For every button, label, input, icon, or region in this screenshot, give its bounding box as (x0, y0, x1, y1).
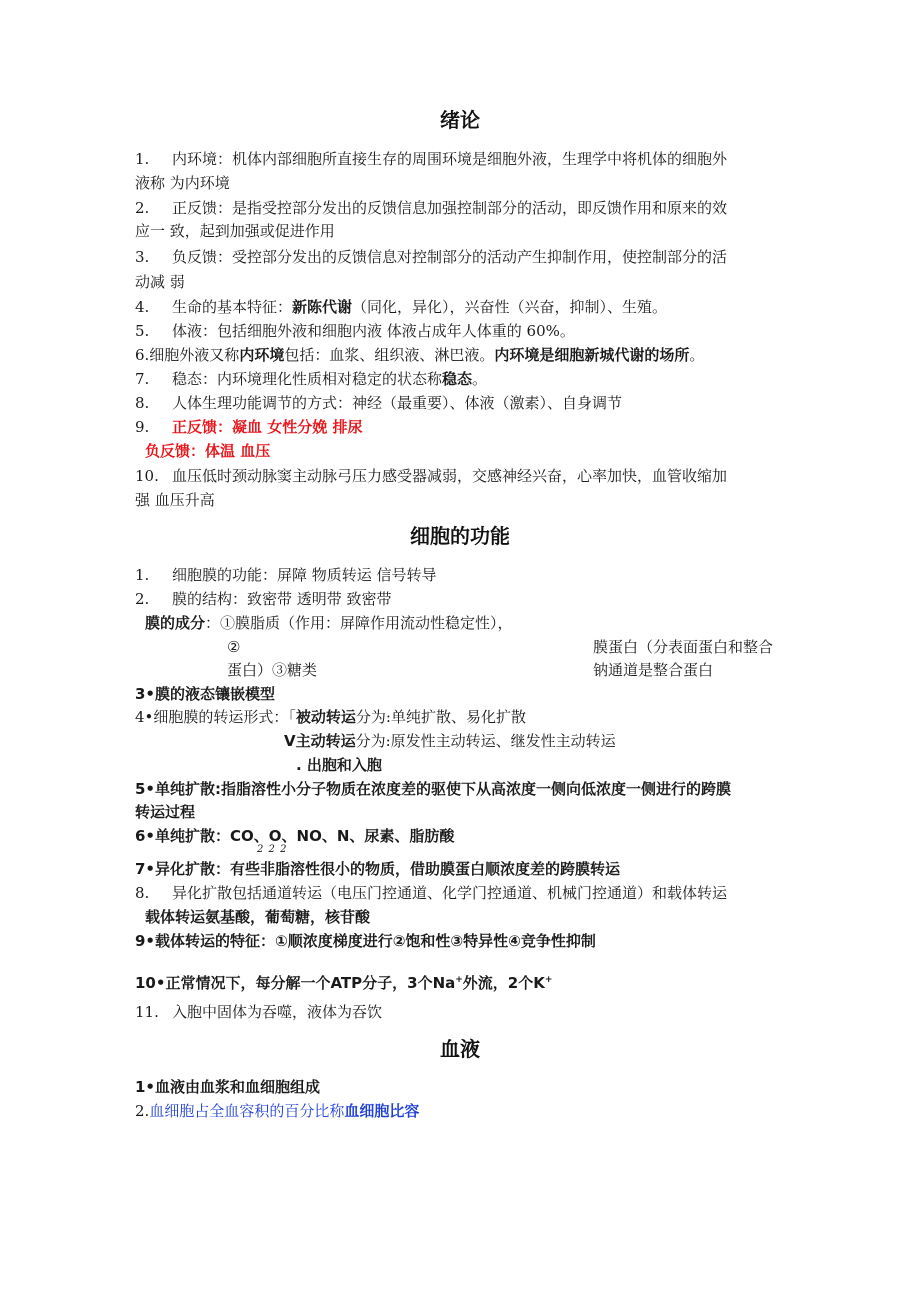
blood-item-1: 1•血液由血浆和血细胞组成 (135, 1078, 321, 1096)
intro-item-9: 9. 正反馈：凝血 女性分娩 排尿 (135, 418, 363, 436)
cell-item-11: 11. 入胞中固体为吞噬，液体为吞饮 (135, 1003, 383, 1021)
intro-item-1-cont: 液称 为内环境 (135, 174, 230, 192)
intro-item-8: 8. 人体生理功能调节的方式：神经（最重要）、体液（激素）、自身调节 (135, 394, 623, 412)
section-title-intro: 绪论 (440, 108, 480, 132)
cell-item-8-carrier: 载体转运氨基酸，葡萄糖，核苷酸 (145, 908, 371, 926)
intro-item-3-cont: 动减 弱 (135, 273, 185, 291)
intro-item-9-negative: 负反馈：体温 血压 (145, 442, 271, 460)
cell-item-4: 4•细胞膜的转运形式：「被动转运分为:单纯扩散、易化扩散 (135, 708, 526, 726)
cell-item-4-active: V主动转运分为:原发性主动转运、继发性主动转运 (284, 732, 616, 750)
cell-item-4-exo-endo: . 出胞和入胞 (296, 756, 382, 774)
intro-item-5: 5. 体液：包括细胞外液和细胞内液 体液占成年人体重的 60%。 (135, 322, 575, 340)
intro-item-1: 1. 内环境：机体内部细胞所直接生存的周围环境是细胞外液，生理学中将机体的细胞外 (135, 150, 728, 168)
intro-item-2-cont: 应一 致，起到加强或促进作用 (135, 222, 335, 240)
cell-item-1: 1. 细胞膜的功能：屏障 物质转运 信号转导 (135, 566, 437, 584)
cell-item-6-subscripts: 2 2 2 (257, 844, 288, 855)
cell-components-left-1: ② (227, 638, 241, 656)
intro-item-2: 2. 正反馈：是指受控部分发出的反馈信息加强控制部分的活动，即反馈作用和原来的效 (135, 199, 728, 217)
cell-item-3: 3•膜的液态镶嵌模型 (135, 685, 276, 703)
cell-item-10: 10•正常情况下，每分解一个ATP分子，3个Na+外流，2个K+ (135, 974, 553, 992)
intro-item-10: 10. 血压低时颈动脉窦主动脉弓压力感受器减弱，交感神经兴奋，心率加快，血管收缩加 (135, 467, 728, 485)
cell-item-5: 5•单纯扩散:指脂溶性小分子物质在浓度差的驱使下从高浓度一侧向低浓度一侧进行的跨膜 (135, 780, 732, 798)
blood-item-2: 2.血细胞占全血容积的百分比称血细胞比容 (135, 1102, 420, 1120)
cell-item-6: 6•单纯扩散：CO、O、NO、N、尿素、脂肪酸 (135, 827, 455, 845)
intro-item-6: 6.细胞外液又称内环境包括：血浆、组织液、淋巴液。内环境是细胞新城代谢的场所。 (135, 346, 705, 364)
section-title-blood: 血液 (440, 1037, 480, 1061)
section-title-cell: 细胞的功能 (410, 524, 510, 548)
intro-item-10-cont: 强 血压升高 (135, 491, 215, 509)
cell-item-8: 8. 异化扩散包括通道转运（电压门控通道、化学门控通道、机械门控通道）和载体转运 (135, 884, 728, 902)
intro-item-3: 3. 负反馈：受控部分发出的反馈信息对控制部分的活动产生抑制作用，使控制部分的活 (135, 248, 728, 266)
cell-item-7: 7•异化扩散：有些非脂溶性很小的物质，借助膜蛋白顺浓度差的跨膜转运 (135, 860, 621, 878)
cell-components-left-2: 蛋白）③糖类 (227, 661, 318, 679)
cell-membrane-components: 膜的成分：①膜脂质（作用：屏障作用流动性稳定性）， (145, 614, 513, 632)
intro-item-7: 7. 稳态：内环境理化性质相对稳定的状态称稳态。 (135, 370, 488, 388)
intro-item-4: 4. 生命的基本特征：新陈代谢（同化，异化），兴奋性（兴奋，抑制）、生殖。 (135, 298, 668, 316)
cell-components-right-1: 膜蛋白（分表面蛋白和整合 (593, 638, 774, 656)
cell-components-right-2: 钠通道是整合蛋白 (593, 661, 714, 679)
cell-item-9: 9•载体转运的特征：①顺浓度梯度进行②饱和性③特异性④竞争性抑制 (135, 932, 596, 950)
cell-item-5-cont: 转运过程 (135, 803, 196, 821)
cell-item-2: 2. 膜的结构：致密带 透明带 致密带 (135, 590, 392, 608)
